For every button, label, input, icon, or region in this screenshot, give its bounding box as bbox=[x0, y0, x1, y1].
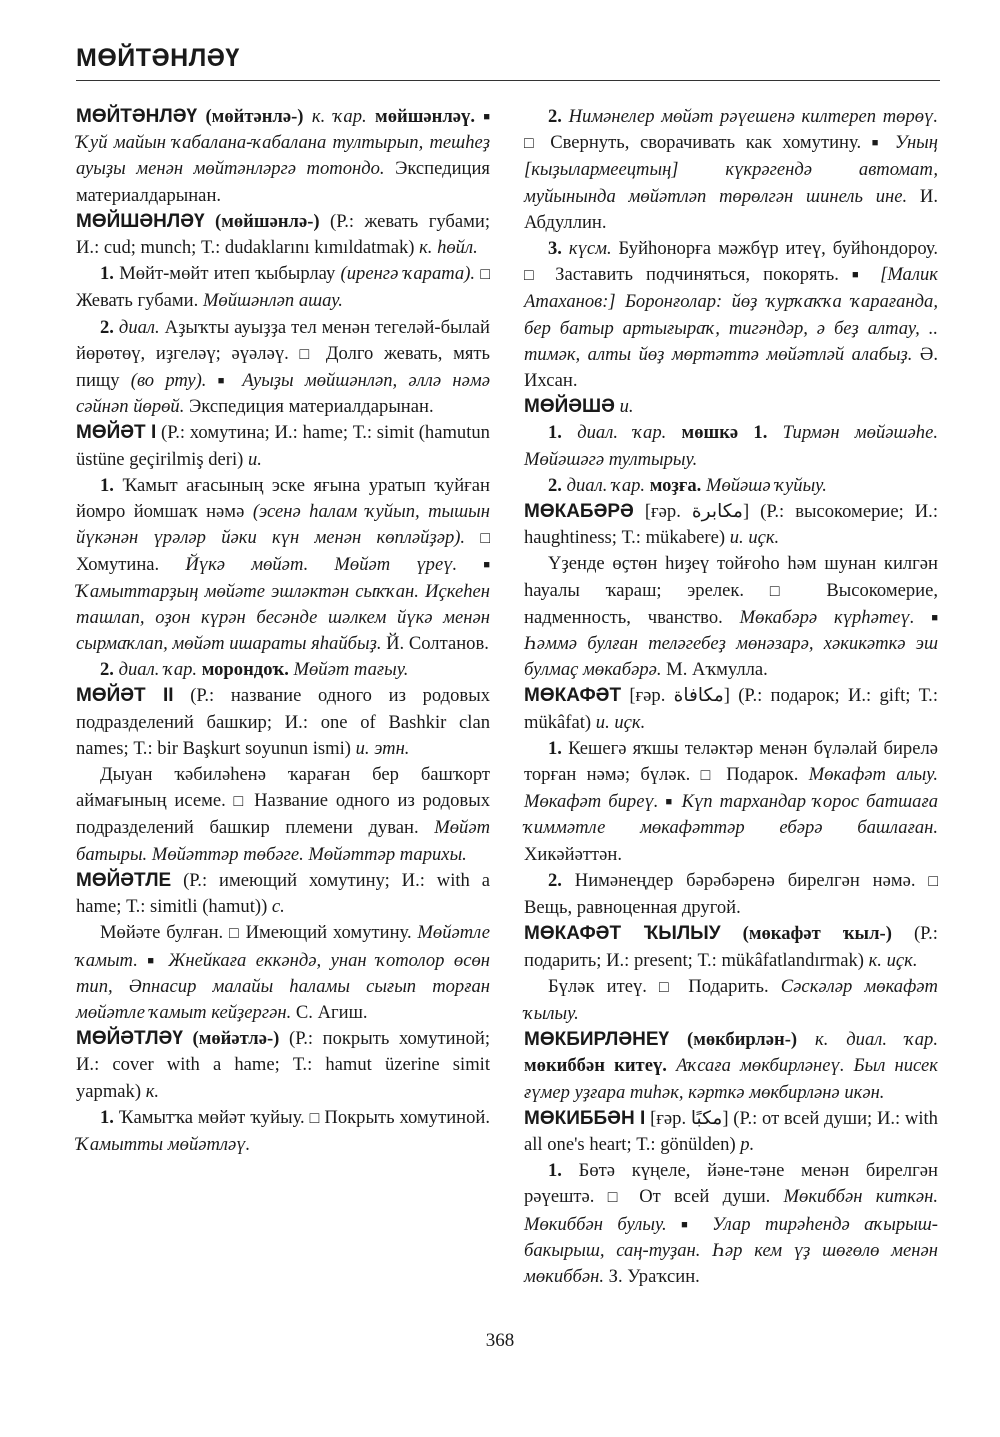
left-column bbox=[76, 104, 490, 1158]
dictionary-entry: МӨЙӘТЛЕ (Р.: имеющий хомутину; И.: with a hame; Т.: simitli (hamut)) с. bbox=[76, 869, 490, 918]
dictionary-entry: МӨЙӘТ I (Р.: хомутина; И.: hame; Т.: simit (hamutun üstüne geçirilmiş deri) и. bbox=[76, 422, 490, 470]
entry-sense: 1. Кешегә яҡшы теләктәр менән бүләлай бирелә торған нәмә; бүләк. □ Подарок. Мөкафәт алыу. Мөкафәт биреү. ■ Күп тархандар ҡорос батшаға ҡиммәтле мөкафәттәр ебәрә башлаған. Хикәйәттән. bbox=[524, 737, 939, 865]
dictionary-entry: МӨКАФӘТ [ғәр. مكافاة] (Р.: подарок; И.: gift; Т.: mükâfat) и. иҫк. bbox=[524, 685, 938, 733]
dictionary-entry: МӨКИББӘН I [ғәр. مكبًا] (Р.: от всей души; И.: with all one's heart; Т.: gönülden) р. bbox=[524, 1107, 938, 1155]
running-head: МӨЙТӘНЛӘҮ bbox=[76, 44, 240, 72]
right-column bbox=[524, 104, 938, 1290]
entry-sense: Бүләк итеү. □ Подарить. Сәскәләр мөкафәт ҡылыу. bbox=[524, 975, 938, 1024]
page-number: 368 bbox=[485, 1330, 515, 1351]
dictionary-entry: МӨЙШӘНЛӘҮ (мөйшәнлә-) (Р.: жевать губами; И.: cud; munch; Т.: dudaklarını kımıldatmak) к. һөйл. bbox=[76, 210, 490, 259]
entry-sense: 1. Мөйт-мөйт итеп ҡыбырлау (иренгә ҡарата). □ Жевать губами. Мөйшәнләп ашау. bbox=[76, 263, 490, 312]
header-rule bbox=[76, 80, 940, 81]
entry-sense: 2. Нимәнелер мөйәт рәүешенә килтереп төрөү. □ Свернуть, сворачивать как хомутину. ■ Уның [кыҙылармеецтың] күкрәгендә автомат, муйынында мөйәтләп төрөлгән шинель ине. И. Абдуллин. bbox=[524, 106, 938, 233]
entry-sense: 1. Ҡамытҡа мөйәт ҡуйыу. □ Покрыть хомутиной. Ҡамытты мөйәтләү. bbox=[76, 1106, 490, 1155]
dictionary-entry: МӨКАБӘРӘ [ғәр. مكابرة] (Р.: высокомерие; И.: haughtiness; Т.: mükabere) и. иҫк. bbox=[524, 501, 938, 549]
entry-sense: Үҙенде өҫтөн һиҙеү тойғоһо һәм шунан килгән һауалы ҡараш; эрелек. □ Высокомерие, надменность, чванство. Мөкабәрә күрһәтеү. ■ Һәммә булған теләгебеҙ мөнәзарә, хәкикәткә эш булмаҫ мөкабәрә. М. Аҡмулла. bbox=[524, 553, 938, 681]
dictionary-entry: МӨЙӘТ II (Р.: название одного из родовых подразделений башкир; И.: one of Bashkir clan names; Т.: bir Başkurt soyunun ismi) и. этн. bbox=[76, 685, 490, 759]
entry-sense: 2. диал. ҡар. морондоҡ. Мөйәт тағыу. bbox=[100, 659, 409, 681]
entry-sense: 1. Ҡамыт ағасының эске яғына уратып ҡуйған йомро йомшаҡ нәмә (эсенә һалам ҡуйып, тышын йүкәнән үрәләр йәки күн менән көпләйҙәр). □ Хомутина. Йүкә мөйәт. Мөйәт үреү. ■ Ҡамыттарҙың мөйәте эшләктән сыҡҡан. Иҫкеһен ташлап, оҙон күрән бесәнде шәлкем йүкә менән сырмаҡлап, мөйәт ишараты яһайбыҙ. Й. Солтанов. bbox=[76, 474, 490, 655]
entry-sense: Дыуан ҡәбиләһенә ҡараған бер башҡорт аймағының исеме. □ Название одного из родовых подразделений башкир племени дуван. Мөйәт батыры. Мөйәттәр төбәге. Мөйәттәр тарихы. bbox=[76, 764, 490, 865]
dictionary-entry: МӨКБИРЛӘНЕҮ (мөкбирлән-) к. диал. ҡар. мөкиббән китеү. Аҡсаға мөкбирләнеү. Был нисек ғүмер уҙғара тиһәк, кәрткә мөкбирләнә икән. bbox=[524, 1029, 938, 1103]
dictionary-entry: МӨЙТӘНЛӘҮ (мөйтәнлә-) к. ҡар. мөйшәнләү. ■ Ҡуй майын ҡабалана-ҡабалана тултырып, тешһеҙ ауыҙы менән мөйтәнләргә тотондо. Экспедиция материалдарынан. bbox=[76, 106, 491, 206]
entry-sense: 2. диал. Аҙыҡты ауыҙҙа тел менән тегеләй-былай йөрөтөү, иҙгеләү; әүәләү. □ Долго жевать, мять пищу (во рту). ■ Ауыҙы мөйшәнләп, әллә нәмә сәйнәп йөрөй. Экспедиция материалдарынан. bbox=[76, 316, 491, 418]
entry-sense: 2. Нимәнеңдер бәрәбәренә бирелгән нәмә. □ Вещь, равноценная другой. bbox=[524, 869, 938, 919]
entry-sense: 3. күсм. Буйһонорға мәжбүр итеү, буйһондороу. □ Заставить подчиняться, покорять. ■ [Малик Атаханов:] Боронғолар: йөҙ ҡурҡаҡҡа ҡарағанда, бер батыр артығыраҡ, тигәндәр, ә беҙ алтау, .. тимәк, алты йөҙ мөртәттә мөйәтләй алабыҙ. Ә. Ихсан. bbox=[524, 238, 938, 392]
entry-sense: Мөйәте булған. □ Имеющий хомутину. Мөйәтле ҡамыт. ■ Жнейкаға еккәндә, унан ҡотолор өсөн тип, Әпнасир малайы һаламы сығып торған мөйәтле ҡамыт кейҙергән. С. Агиш. bbox=[76, 922, 490, 1023]
entry-sense: 2. диал. ҡар. моҙға. Мөйәшә ҡуйыу. bbox=[548, 474, 827, 496]
dictionary-entry: МӨЙӘШӘ и. bbox=[524, 396, 634, 418]
entry-sense: 1. Бөтә күңеле, йәне-тәне менән бирелгән рәүештә. □ От всей души. Мөкиббән киткән. Мөкиббән булыу. ■ Улар тирәһендә аҡырыш-бакырыш, саң-туҙан. Һәр кем үҙ шөғөлө менән мөкиббән. З. Ураҡсин. bbox=[524, 1160, 938, 1287]
entry-sense: 1. диал. ҡар. мөшкә 1. Тирмән мөйәшәһе. Мөйәшәгә тултырыу. bbox=[524, 422, 938, 470]
dictionary-entry: МӨКАФӘТ ҠЫЛЫУ (мөкафәт ҡыл-) (Р.: подарить; И.: present; Т.: mükâfatlandırmak) к. иҫк. bbox=[524, 923, 938, 971]
dictionary-entry: МӨЙӘТЛӘҮ (мөйәтлә-) (Р.: покрыть хомутиной; И.: cover with a hame; Т.: hamut üzerine simit yapmak) к. bbox=[76, 1028, 490, 1102]
